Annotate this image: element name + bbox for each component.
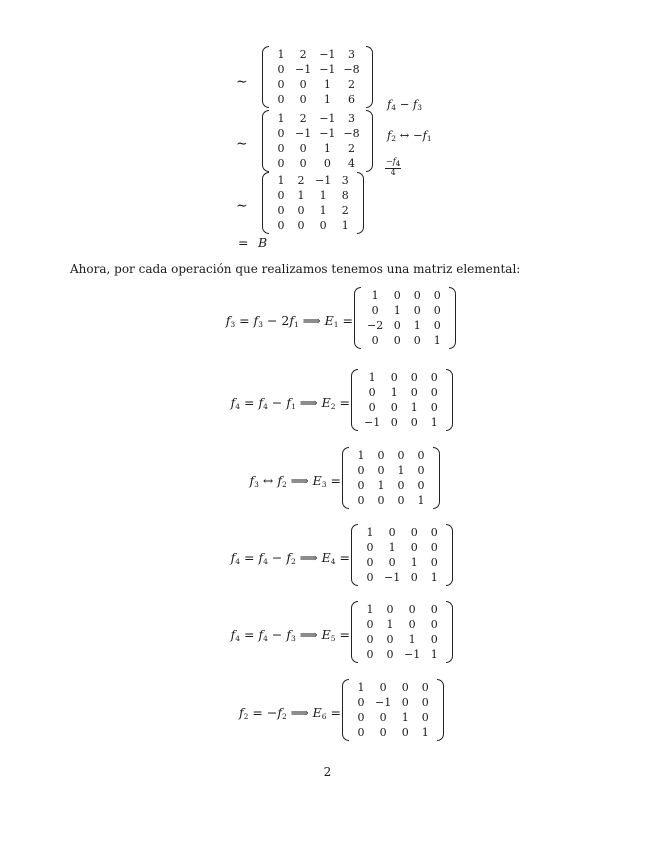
- matrix-row: [351, 725, 435, 740]
- elementary-matrix-1: [354, 287, 456, 349]
- matrix-row: [360, 385, 444, 400]
- matrix-cell: −1: [384, 571, 401, 584]
- matrix-row: [271, 47, 364, 62]
- matrix-cell: 0: [297, 204, 305, 217]
- matrix-cell: −1: [295, 127, 312, 140]
- elementary-matrix-3: [342, 447, 440, 509]
- matrix-cell: 1: [433, 334, 441, 347]
- matrix-cell: 0: [277, 78, 285, 91]
- matrix-cell: 0: [357, 464, 365, 477]
- matrix-cell: 0: [433, 319, 441, 332]
- matrix-cell: 0: [357, 494, 365, 507]
- matrix-cell: 1: [410, 401, 418, 414]
- matrix-cell: 0: [421, 681, 429, 694]
- matrix-row: [360, 647, 444, 662]
- matrix-cell: 0: [388, 526, 396, 539]
- elementary-equation-1: [0, 287, 655, 357]
- right-paren: [357, 172, 364, 234]
- equation-lhs: $f_2 = -f_2$ ⟹ $E_6$ =: [239, 705, 341, 721]
- matrix-cell: 0: [299, 78, 307, 91]
- matrix-cell: 0: [299, 157, 307, 170]
- matrix-row: [271, 188, 355, 203]
- matrix-cell: 0: [366, 571, 374, 584]
- matrix-cell: 1: [430, 416, 438, 429]
- matrix-row: [271, 141, 364, 156]
- matrix-cell: 1: [319, 204, 327, 217]
- result-matrix-name: B: [258, 235, 268, 250]
- matrix-cell: 1: [323, 78, 331, 91]
- left-paren: [342, 447, 349, 509]
- matrix-grid: [271, 173, 355, 233]
- matrix-cell: 0: [371, 334, 379, 347]
- matrix-cell: 1: [408, 633, 416, 646]
- matrix-row: [351, 448, 431, 463]
- matrix-row: [363, 318, 447, 333]
- matrix-cell: 1: [413, 319, 421, 332]
- matrix-cell: 0: [417, 449, 425, 462]
- elementary-matrix-5: [351, 601, 453, 663]
- matrix-cell: 0: [390, 371, 398, 384]
- matrix-cell: 0: [401, 696, 409, 709]
- matrix-cell: 1: [277, 174, 285, 187]
- matrix-cell: 0: [393, 334, 401, 347]
- matrix-row: [271, 77, 364, 92]
- matrix-cell: 2: [299, 48, 307, 61]
- matrix-cell: 0: [393, 319, 401, 332]
- matrix-cell: 1: [430, 648, 438, 661]
- matrix-row: [360, 632, 444, 647]
- matrix-cell: 0: [401, 726, 409, 739]
- matrix-cell: 0: [397, 494, 405, 507]
- matrix-cell: 0: [417, 479, 425, 492]
- matrix-cell: 0: [413, 334, 421, 347]
- matrix-cell: 1: [386, 618, 394, 631]
- matrix-cell: 0: [366, 648, 374, 661]
- matrix-cell: 0: [410, 526, 418, 539]
- matrix-cell: 0: [386, 648, 394, 661]
- matrix-cell: 0: [357, 696, 365, 709]
- matrix-cell: 0: [357, 726, 365, 739]
- matrix-cell: 1: [377, 479, 385, 492]
- matrix-cell: 0: [433, 304, 441, 317]
- matrix-cell: 0: [390, 416, 398, 429]
- matrix-cell: 0: [430, 633, 438, 646]
- matrix-cell: 2: [348, 142, 356, 155]
- right-paren: [433, 447, 440, 509]
- matrix-cell: 1: [357, 681, 365, 694]
- matrix-cell: 0: [377, 494, 385, 507]
- matrix-cell: 0: [413, 304, 421, 317]
- matrix-cell: 0: [357, 479, 365, 492]
- left-paren: [351, 369, 358, 431]
- matrix-row: [351, 493, 431, 508]
- right-paren: [437, 679, 444, 741]
- sim-symbol-1: ∼: [236, 74, 248, 90]
- matrix-cell: 0: [421, 696, 429, 709]
- matrix-row: [351, 463, 431, 478]
- matrix-row: [351, 478, 431, 493]
- matrix-cell: 4: [348, 157, 356, 170]
- elementary-equation-2: [0, 369, 655, 439]
- matrix-row: [351, 680, 435, 695]
- matrix-cell: 3: [341, 174, 349, 187]
- matrix-cell: 0: [366, 541, 374, 554]
- matrix-grid: [360, 525, 444, 585]
- matrix-cell: 1: [410, 556, 418, 569]
- page-number: 2: [323, 765, 332, 779]
- matrix-row: [363, 303, 447, 318]
- matrix-cell: 0: [299, 93, 307, 106]
- matrix-cell: 0: [397, 449, 405, 462]
- sim-symbol-3: ∼: [236, 198, 248, 214]
- matrix-row: [360, 570, 444, 585]
- right-paren: [446, 524, 453, 586]
- matrix-cell: 0: [323, 157, 331, 170]
- matrix-cell: −8: [343, 63, 360, 76]
- elementary-equation-3: [0, 447, 655, 517]
- matrix-cell: 0: [421, 711, 429, 724]
- matrix-row: [271, 92, 364, 107]
- matrix-cell: 1: [390, 386, 398, 399]
- matrix-cell: 0: [430, 603, 438, 616]
- matrix-cell: 1: [277, 48, 285, 61]
- matrix-cell: 1: [323, 142, 331, 155]
- matrix-row: [360, 370, 444, 385]
- matrix-cell: 0: [430, 541, 438, 554]
- left-paren: [351, 601, 358, 663]
- matrix-cell: 3: [348, 112, 356, 125]
- matrix-cell: 0: [277, 157, 285, 170]
- matrix-cell: 1: [357, 449, 365, 462]
- matrix-row: [360, 400, 444, 415]
- matrix-cell: 0: [277, 63, 285, 76]
- row-operation-1: $f_4 - f_3$: [387, 97, 423, 112]
- matrix-cell: 1: [393, 304, 401, 317]
- matrix-cell: −1: [319, 112, 336, 125]
- matrix-cell: 0: [430, 386, 438, 399]
- right-paren: [446, 369, 453, 431]
- matrix-cell: −8: [343, 127, 360, 140]
- matrix-grid: [271, 47, 364, 107]
- matrix-cell: 0: [379, 726, 387, 739]
- matrix-cell: 1: [368, 371, 376, 384]
- matrix-cell: 0: [386, 633, 394, 646]
- elementary-equation-5: [0, 601, 655, 671]
- matrix-cell: 0: [410, 571, 418, 584]
- matrix-cell: 0: [368, 386, 376, 399]
- elementary-matrix-6: [342, 679, 444, 741]
- elementary-equation-6: [0, 679, 655, 749]
- matrix-cell: −1: [319, 127, 336, 140]
- matrix-cell: 1: [277, 112, 285, 125]
- matrix-grid: [351, 448, 431, 508]
- matrix-cell: 0: [319, 219, 327, 232]
- matrix-cell: 0: [297, 219, 305, 232]
- matrix-grid: [360, 370, 444, 430]
- matrix-cell: 0: [430, 556, 438, 569]
- matrix-cell: 2: [348, 78, 356, 91]
- matrix-cell: 0: [408, 603, 416, 616]
- matrix-cell: 0: [366, 633, 374, 646]
- matrix-grid: [363, 288, 447, 348]
- right-paren: [366, 46, 373, 108]
- matrix-cell: 0: [277, 189, 285, 202]
- matrix-cell: 1: [366, 603, 374, 616]
- matrix-cell: 0: [410, 371, 418, 384]
- elementary-matrix-4: [351, 524, 453, 586]
- intro-paragraph: Ahora, por cada operación que realizamos tenemos una matriz elemental:: [70, 262, 521, 276]
- matrix-cell: 0: [277, 204, 285, 217]
- fraction: $\frac{-f_4}{4}$: [386, 157, 401, 177]
- left-paren: [262, 172, 269, 234]
- matrix-cell: 0: [430, 618, 438, 631]
- matrix-cell: −1: [375, 696, 392, 709]
- matrix-cell: 0: [371, 304, 379, 317]
- right-paren: [449, 287, 456, 349]
- matrix-row: [271, 218, 355, 233]
- matrix-cell: 0: [366, 618, 374, 631]
- matrix-cell: 0: [377, 464, 385, 477]
- matrix-cell: 1: [341, 219, 349, 232]
- equation-lhs: $f_4 = f_4 - f_3$ ⟹ $E_5$ =: [230, 627, 350, 643]
- matrix-cell: 2: [297, 174, 305, 187]
- matrix-row: [271, 203, 355, 218]
- left-paren: [342, 679, 349, 741]
- matrix-row: [271, 173, 355, 188]
- matrix-cell: −1: [319, 48, 336, 61]
- matrix-cell: 0: [433, 289, 441, 302]
- matrix-row: [271, 111, 364, 126]
- matrix-cell: 0: [299, 142, 307, 155]
- matrix-cell: 1: [323, 93, 331, 106]
- matrix-cell: 0: [277, 127, 285, 140]
- matrix-cell: 0: [430, 371, 438, 384]
- matrix-cell: 0: [410, 386, 418, 399]
- equation-lhs: $f_3 = f_3 - 2f_1$ ⟹ $E_1$ =: [225, 313, 353, 329]
- matrix-cell: 0: [430, 526, 438, 539]
- matrix-row: [271, 126, 364, 141]
- matrix-cell: 2: [341, 204, 349, 217]
- elementary-matrix-2: [351, 369, 453, 431]
- matrix-cell: 0: [379, 711, 387, 724]
- matrix-cell: 0: [393, 289, 401, 302]
- matrix-cell: 0: [410, 541, 418, 554]
- equals-sign: =: [238, 235, 249, 250]
- row-operation-3: [385, 157, 401, 177]
- matrix-row: [351, 710, 435, 725]
- matrix-cell: −1: [364, 416, 381, 429]
- matrix-cell: 0: [277, 219, 285, 232]
- matrix-cell: 6: [348, 93, 356, 106]
- matrix-cell: 1: [421, 726, 429, 739]
- matrix-row: [363, 333, 447, 348]
- reduction-matrix-3: [262, 172, 364, 234]
- matrix-grid: [351, 680, 435, 740]
- left-paren: [262, 110, 269, 172]
- matrix-cell: 0: [408, 618, 416, 631]
- matrix-cell: 1: [319, 189, 327, 202]
- matrix-cell: 0: [366, 556, 374, 569]
- left-paren: [351, 524, 358, 586]
- matrix-cell: −2: [367, 319, 384, 332]
- matrix-cell: 1: [371, 289, 379, 302]
- matrix-cell: 0: [386, 603, 394, 616]
- reduction-matrix-1: [262, 46, 373, 108]
- matrix-cell: 0: [277, 93, 285, 106]
- equation-lhs: $f_3$ ↔ $f_2$ ⟹ $E_3$ =: [249, 473, 341, 489]
- matrix-row: [271, 156, 364, 171]
- matrix-cell: 1: [417, 494, 425, 507]
- equation-lhs: $f_4 = f_4 - f_2$ ⟹ $E_4$ =: [230, 550, 350, 566]
- right-paren: [366, 110, 373, 172]
- matrix-grid: [271, 111, 364, 171]
- matrix-cell: 1: [366, 526, 374, 539]
- elementary-equation-4: [0, 524, 655, 594]
- left-paren: [354, 287, 361, 349]
- matrix-cell: 0: [377, 449, 385, 462]
- matrix-row: [271, 62, 364, 77]
- matrix-cell: 0: [368, 401, 376, 414]
- matrix-cell: 0: [417, 464, 425, 477]
- sim-symbol-2: ∼: [236, 136, 248, 152]
- left-paren: [262, 46, 269, 108]
- matrix-cell: 1: [297, 189, 305, 202]
- equation-lhs: $f_4 = f_4 - f_1$ ⟹ $E_2$ =: [230, 395, 350, 411]
- matrix-cell: 0: [277, 142, 285, 155]
- matrix-cell: −1: [315, 174, 332, 187]
- matrix-cell: 8: [341, 189, 349, 202]
- matrix-cell: 3: [348, 48, 356, 61]
- matrix-row: [360, 617, 444, 632]
- matrix-grid: [360, 602, 444, 662]
- matrix-row: [360, 540, 444, 555]
- reduction-matrix-2: [262, 110, 373, 172]
- matrix-cell: 1: [401, 711, 409, 724]
- matrix-row: [360, 602, 444, 617]
- matrix-cell: 0: [413, 289, 421, 302]
- matrix-row: [351, 695, 435, 710]
- right-paren: [446, 601, 453, 663]
- matrix-cell: 0: [410, 416, 418, 429]
- matrix-cell: 0: [397, 479, 405, 492]
- matrix-cell: 0: [401, 681, 409, 694]
- matrix-row: [360, 555, 444, 570]
- matrix-cell: 1: [430, 571, 438, 584]
- matrix-row: [360, 415, 444, 430]
- matrix-row: [360, 525, 444, 540]
- matrix-cell: 0: [390, 401, 398, 414]
- matrix-cell: 2: [299, 112, 307, 125]
- matrix-cell: 1: [388, 541, 396, 554]
- matrix-cell: 0: [357, 711, 365, 724]
- matrix-cell: −1: [319, 63, 336, 76]
- matrix-cell: −1: [295, 63, 312, 76]
- matrix-cell: 0: [430, 401, 438, 414]
- matrix-cell: 0: [388, 556, 396, 569]
- row-operation-2: $f_2$ ↔ $-f_1$: [387, 128, 432, 143]
- matrix-cell: −1: [404, 648, 421, 661]
- matrix-cell: 0: [379, 681, 387, 694]
- matrix-row: [363, 288, 447, 303]
- matrix-cell: 1: [397, 464, 405, 477]
